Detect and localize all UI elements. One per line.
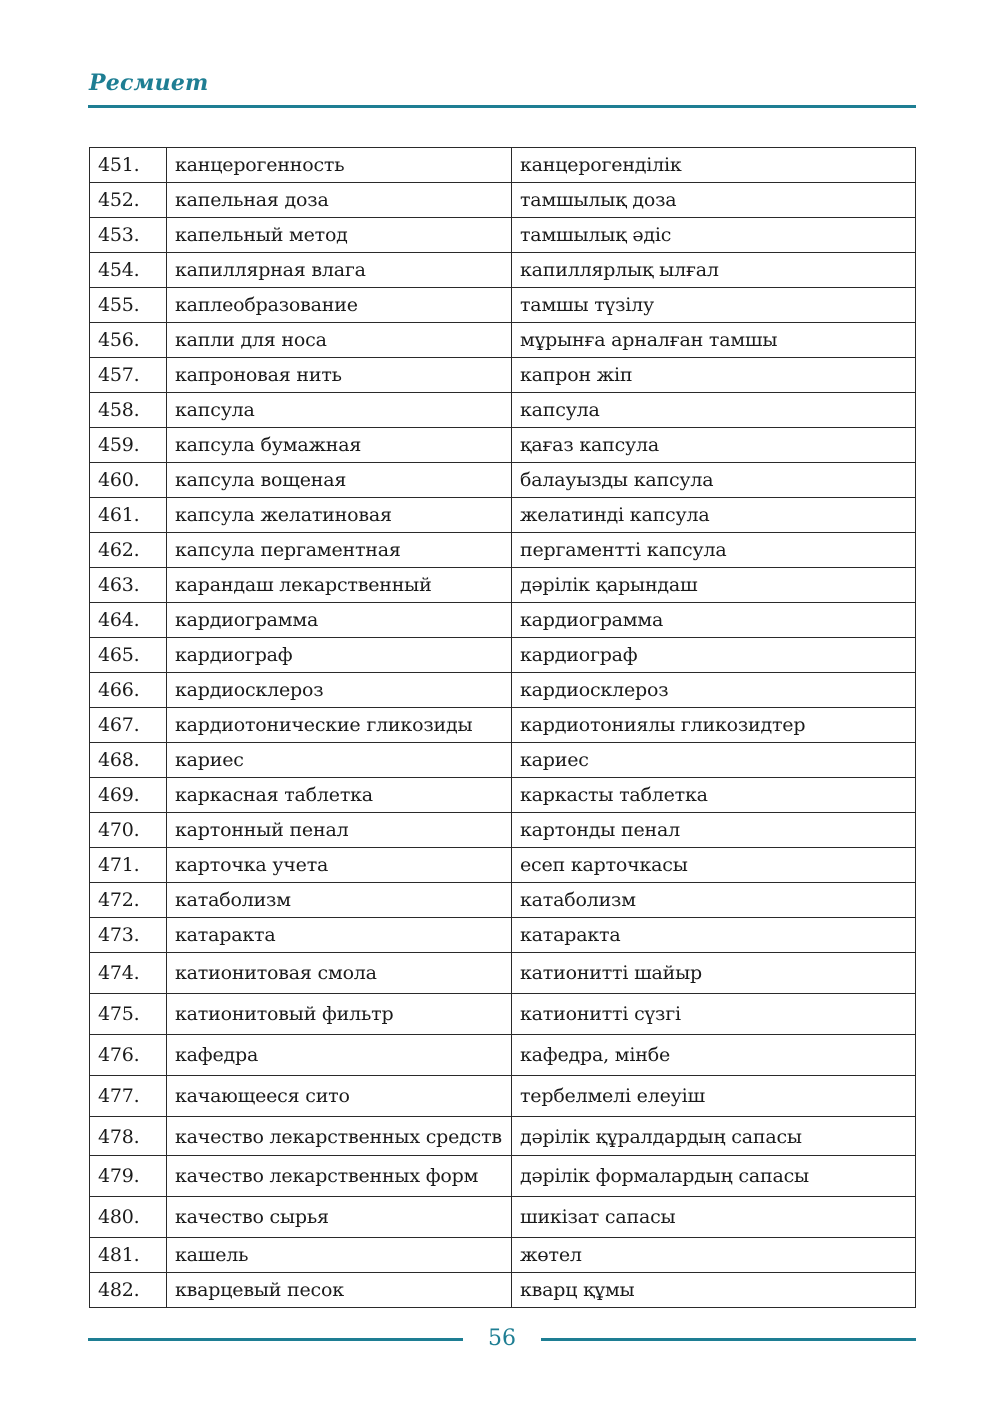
entry-number: 470.: [90, 813, 167, 848]
entry-kazakh-term: кардиотониялы гликозидтер: [512, 708, 916, 743]
entry-russian-term: кафедра: [167, 1035, 512, 1076]
entry-russian-term: капсула пергаментная: [167, 533, 512, 568]
entry-kazakh-term: дәрілік формалардың сапасы: [512, 1156, 916, 1197]
table-row: [90, 533, 916, 568]
entry-russian-term: кардиотонические гликозиды: [167, 708, 512, 743]
entry-kazakh-term: картонды пенал: [512, 813, 916, 848]
entry-number: 465.: [90, 638, 167, 673]
entry-kazakh-term: шикізат сапасы: [512, 1197, 916, 1238]
entry-russian-term: катаболизм: [167, 883, 512, 918]
table-row: [90, 603, 916, 638]
entry-russian-term: катионитовая смола: [167, 953, 512, 994]
page-number: 56: [488, 1326, 516, 1351]
entry-kazakh-term: тербелмелі елеуіш: [512, 1076, 916, 1117]
entry-russian-term: качающееся сито: [167, 1076, 512, 1117]
table-row: [90, 778, 916, 813]
table-row: [90, 883, 916, 918]
entry-kazakh-term: дәрілік құралдардың сапасы: [512, 1117, 916, 1156]
table-row: [90, 218, 916, 253]
entry-kazakh-term: каркасты таблетка: [512, 778, 916, 813]
entry-number: 452.: [90, 183, 167, 218]
entry-number: 477.: [90, 1076, 167, 1117]
table-row: [90, 568, 916, 603]
entry-number: 460.: [90, 463, 167, 498]
glossary-body: [90, 148, 916, 1308]
entry-kazakh-term: желатинді капсула: [512, 498, 916, 533]
footer-rule-left: [88, 1338, 463, 1341]
table-row: [90, 1156, 916, 1197]
entry-kazakh-term: кварц құмы: [512, 1273, 916, 1308]
entry-kazakh-term: кафедра, мінбе: [512, 1035, 916, 1076]
entry-number: 461.: [90, 498, 167, 533]
entry-kazakh-term: тамшылық әдіс: [512, 218, 916, 253]
table-row: [90, 673, 916, 708]
table-row: [90, 148, 916, 183]
entry-russian-term: капли для носа: [167, 323, 512, 358]
table-row: [90, 953, 916, 994]
table-row: [90, 1238, 916, 1273]
entry-kazakh-term: жөтел: [512, 1238, 916, 1273]
table-row: [90, 638, 916, 673]
entry-russian-term: качество сырья: [167, 1197, 512, 1238]
entry-number: 482.: [90, 1273, 167, 1308]
entry-russian-term: капсула желатиновая: [167, 498, 512, 533]
entry-number: 451.: [90, 148, 167, 183]
table-row: [90, 428, 916, 463]
entry-russian-term: канцерогенность: [167, 148, 512, 183]
entry-kazakh-term: кариес: [512, 743, 916, 778]
table-row: [90, 463, 916, 498]
entry-russian-term: кардиограф: [167, 638, 512, 673]
entry-number: 476.: [90, 1035, 167, 1076]
entry-kazakh-term: пергаментті капсула: [512, 533, 916, 568]
entry-kazakh-term: капсула: [512, 393, 916, 428]
table-row: [90, 253, 916, 288]
entry-kazakh-term: кардиосклероз: [512, 673, 916, 708]
entry-number: 478.: [90, 1117, 167, 1156]
glossary-table: [89, 147, 916, 1308]
entry-russian-term: капельный метод: [167, 218, 512, 253]
table-row: [90, 1076, 916, 1117]
entry-russian-term: кварцевый песок: [167, 1273, 512, 1308]
entry-number: 481.: [90, 1238, 167, 1273]
entry-kazakh-term: канцерогенділік: [512, 148, 916, 183]
table-row: [90, 918, 916, 953]
entry-russian-term: кариес: [167, 743, 512, 778]
table-row: [90, 183, 916, 218]
entry-number: 464.: [90, 603, 167, 638]
entry-number: 466.: [90, 673, 167, 708]
entry-number: 475.: [90, 994, 167, 1035]
entry-russian-term: капсула вощеная: [167, 463, 512, 498]
entry-number: 462.: [90, 533, 167, 568]
entry-russian-term: катионитовый фильтр: [167, 994, 512, 1035]
entry-number: 463.: [90, 568, 167, 603]
table-row: [90, 813, 916, 848]
entry-kazakh-term: катионитті шайыр: [512, 953, 916, 994]
page-header-title: Ресмиет: [89, 70, 209, 96]
table-row: [90, 358, 916, 393]
entry-number: 456.: [90, 323, 167, 358]
entry-russian-term: капроновая нить: [167, 358, 512, 393]
entry-russian-term: кашель: [167, 1238, 512, 1273]
entry-russian-term: капельная доза: [167, 183, 512, 218]
entry-russian-term: качество лекарственных форм: [167, 1156, 512, 1197]
table-row: [90, 288, 916, 323]
table-row: [90, 498, 916, 533]
entry-number: 453.: [90, 218, 167, 253]
entry-kazakh-term: кардиограмма: [512, 603, 916, 638]
entry-number: 454.: [90, 253, 167, 288]
entry-number: 469.: [90, 778, 167, 813]
entry-number: 457.: [90, 358, 167, 393]
entry-kazakh-term: катаболизм: [512, 883, 916, 918]
table-row: [90, 1273, 916, 1308]
table-row: [90, 1197, 916, 1238]
entry-russian-term: карандаш лекарственный: [167, 568, 512, 603]
table-row: [90, 994, 916, 1035]
entry-number: 458.: [90, 393, 167, 428]
entry-russian-term: карточка учета: [167, 848, 512, 883]
entry-number: 479.: [90, 1156, 167, 1197]
entry-number: 472.: [90, 883, 167, 918]
entry-kazakh-term: кардиограф: [512, 638, 916, 673]
entry-kazakh-term: тамшылық доза: [512, 183, 916, 218]
entry-number: 471.: [90, 848, 167, 883]
entry-kazakh-term: капрон жіп: [512, 358, 916, 393]
entry-number: 455.: [90, 288, 167, 323]
entry-russian-term: капиллярная влага: [167, 253, 512, 288]
entry-number: 467.: [90, 708, 167, 743]
entry-kazakh-term: тамшы түзілу: [512, 288, 916, 323]
entry-russian-term: каплеобразование: [167, 288, 512, 323]
entry-russian-term: каркасная таблетка: [167, 778, 512, 813]
entry-russian-term: качество лекарственных средств: [167, 1117, 512, 1156]
table-row: [90, 323, 916, 358]
header-rule: [88, 105, 916, 108]
entry-russian-term: катаракта: [167, 918, 512, 953]
entry-kazakh-term: дәрілік қарындаш: [512, 568, 916, 603]
entry-kazakh-term: мұрынға арналған тамшы: [512, 323, 916, 358]
entry-kazakh-term: есеп карточкасы: [512, 848, 916, 883]
entry-russian-term: кардиосклероз: [167, 673, 512, 708]
table-row: [90, 1117, 916, 1156]
entry-russian-term: картонный пенал: [167, 813, 512, 848]
entry-kazakh-term: катаракта: [512, 918, 916, 953]
entry-number: 474.: [90, 953, 167, 994]
entry-kazakh-term: қағаз капсула: [512, 428, 916, 463]
entry-russian-term: капсула бумажная: [167, 428, 512, 463]
table-row: [90, 393, 916, 428]
entry-russian-term: кардиограмма: [167, 603, 512, 638]
entry-russian-term: капсула: [167, 393, 512, 428]
entry-number: 459.: [90, 428, 167, 463]
entry-number: 480.: [90, 1197, 167, 1238]
table-row: [90, 708, 916, 743]
entry-kazakh-term: балауызды капсула: [512, 463, 916, 498]
entry-kazakh-term: капиллярлық ылғал: [512, 253, 916, 288]
entry-number: 468.: [90, 743, 167, 778]
footer-rule-right: [541, 1338, 916, 1341]
table-row: [90, 743, 916, 778]
table-row: [90, 1035, 916, 1076]
entry-kazakh-term: катионитті сүзгі: [512, 994, 916, 1035]
entry-number: 473.: [90, 918, 167, 953]
table-row: [90, 848, 916, 883]
